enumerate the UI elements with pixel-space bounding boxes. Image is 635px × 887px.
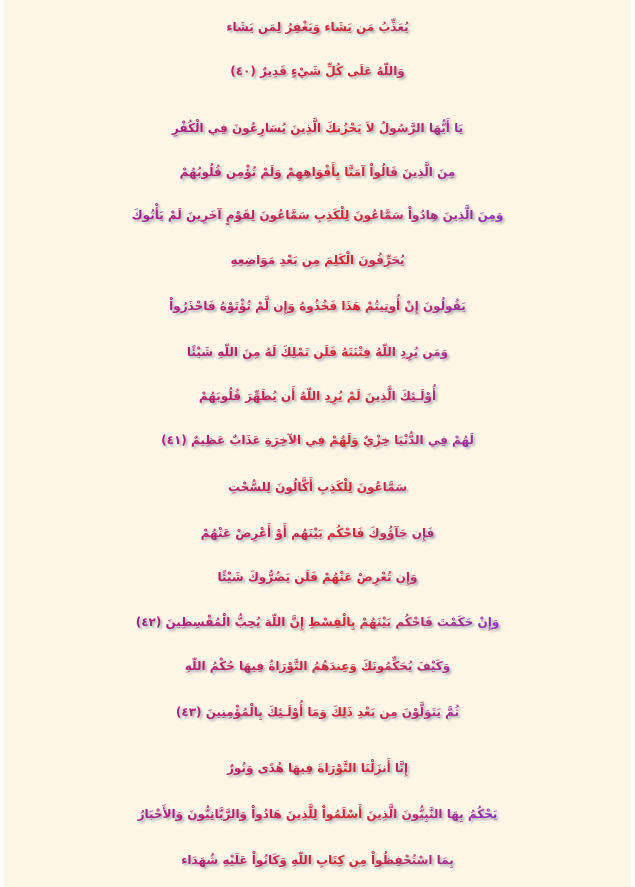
verse-line: إِنَّا أَنزَلْنَا التَّوْرَاةَ فِيهَا هُدًى وَنُورٌ [4,753,631,783]
verse-line: يَقُولُونَ إِنْ أُوتِيتُمْ هَذَا فَخُذُوهُ وَإِن لَّمْ تُؤْتَوْهُ فَاحْذَرُواْ [4,291,631,321]
verse-line: يُحَرِّفُونَ الْكَلِمَ مِن بَعْدِ مَوَاضِعِهِ [4,245,631,275]
verse-line: يَحْكُمُ بِهَا النَّبِيُّونَ الَّذِينَ أَسْلَمُواْ لِلَّذِينَ هَادُواْ وَالرَّبَّانِيُّونَ وَالأَحْبَارُ [4,799,631,829]
quran-page [4,0,631,887]
verse-line: وَاللّهُ عَلَى كُلِّ شَيْءٍ قَدِيرٌ (٤٠) [4,56,631,86]
verse-line: بِمَا اسْتُحْفِظُواْ مِن كِتَابِ اللّهِ وَكَانُواْ عَلَيْهِ شُهَدَاء [4,845,631,875]
verse-line: وَإِنْ حَكَمْتَ فَاحْكُم بَيْنَهُمْ بِالْقِسْطِ إِنَّ اللّهَ يُحِبُّ الْمُقْسِطِينَ (٤٢) [4,607,631,637]
verse-line: وَمِنَ الَّذِينَ هِادُواْ سَمَّاعُونَ لِلْكَذِبِ سَمَّاعُونَ لِقَوْمٍ آخَرِينَ لَمْ يَأْتُوكَ [4,200,631,230]
verse-line: يَا أَيُّهَا الرَّسُولُ لاَ يَحْزُنكَ الَّذِينَ يُسَارِعُونَ فِي الْكُفْرِ [4,113,631,143]
verse-line: وَكَيْفَ يُحَكِّمُونَكَ وَعِندَهُمُ التَّوْرَاةُ فِيهَا حُكْمُ اللّهِ [4,651,631,681]
verse-line: فَإِن جَآؤُوكَ فَاحْكُم بَيْنَهُم أَوْ أَعْرِضْ عَنْهُمْ [4,518,631,548]
verse-line: سَمَّاعُونَ لِلْكَذِبِ أَكَّالُونَ لِلسُّحْتِ [4,472,631,502]
verse-line: مِنَ الَّذِينَ قَالُواْ آمَنَّا بِأَفْوَاهِهِمْ وَلَمْ تُؤْمِن قُلُوبُهُمْ [4,157,631,187]
verse-line: وَإِن تُعْرِضْ عَنْهُمْ فَلَن يَضُرُّوكَ شَيْئًا [4,562,631,592]
verse-line: ثُمَّ يَتَوَلَّوْنَ مِن بَعْدِ ذَلِكَ وَمَا أُوْلَـئِكَ بِالْمُؤْمِنِينَ (٤٣) [4,697,631,727]
verse-line: لَهُمْ فِي الدُّنْيَا خِزْيٌ وَلَهُمْ فِي الآخِرَةِ عَذَابٌ عَظِيمٌ (٤١) [4,425,631,455]
verse-line: يُعَذِّبُ مَن يَشَاء وَيَغْفِرُ لِمَن يَشَاء [4,12,631,42]
verse-line: أُوْلَـئِكَ الَّذِينَ لَمْ يُرِدِ اللّهُ أَن يُطَهِّرَ قُلُوبَهُمْ [4,381,631,411]
verse-line: وَمَن يُرِدِ اللّهُ فِتْنَتَهُ فَلَن تَمْلِكَ لَهُ مِنَ اللّهِ شَيْئًا [4,337,631,367]
